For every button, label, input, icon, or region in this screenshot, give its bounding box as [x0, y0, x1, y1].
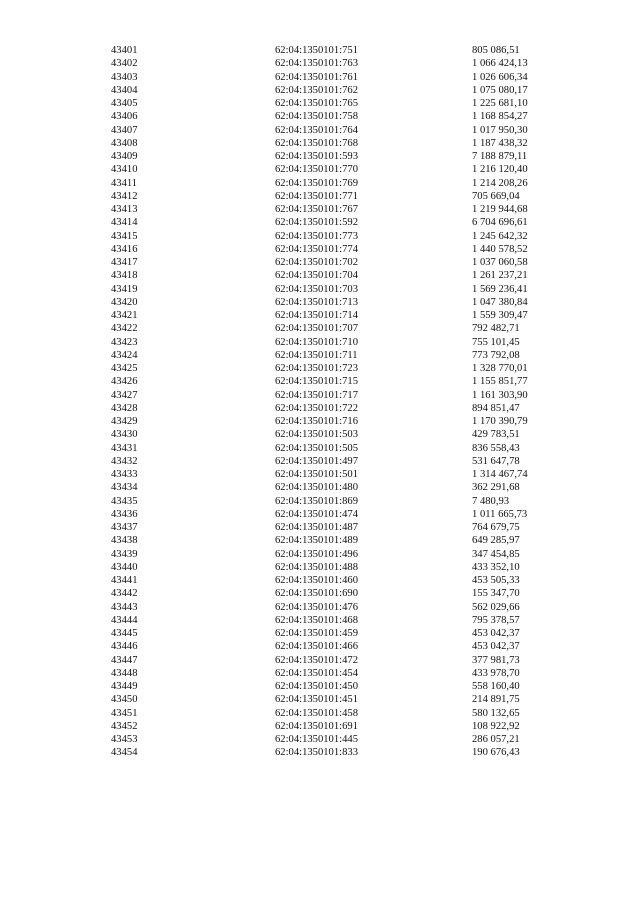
row-number: 43442: [111, 588, 138, 600]
cadastral-value: 1 066 424,13: [472, 58, 528, 70]
cadastral-value: 805 086,51: [472, 45, 520, 56]
row-number: 43421: [111, 310, 138, 321]
cadastral-number: 62:04:1350101:774: [275, 243, 358, 255]
row-number: 43402: [111, 58, 138, 70]
cadastral-value: 795 378,57: [472, 614, 520, 626]
table-row: [0, 71, 640, 84]
table-row: [0, 216, 640, 229]
cadastral-value: 190 676,43: [472, 747, 520, 759]
cadastral-number: 62:04:1350101:454: [275, 667, 358, 679]
table-row: [0, 521, 640, 534]
cadastral-number: 62:04:1350101:714: [275, 310, 358, 321]
cadastral-value: 453 042,37: [472, 641, 520, 653]
cadastral-number: 62:04:1350101:450: [275, 681, 358, 692]
row-number: 43444: [111, 614, 138, 626]
table-row: [0, 44, 640, 57]
table-row: [0, 296, 640, 309]
row-number: 43415: [111, 230, 138, 242]
cadastral-number: 62:04:1350101:474: [275, 508, 358, 520]
row-number: 43437: [111, 522, 138, 533]
cadastral-number: 62:04:1350101:458: [275, 707, 358, 719]
cadastral-number: 62:04:1350101:722: [275, 402, 358, 414]
row-number: 43423: [111, 336, 138, 348]
cadastral-value: 108 922,92: [472, 720, 520, 732]
row-number: 43420: [111, 296, 138, 308]
cadastral-number: 62:04:1350101:711: [275, 349, 358, 361]
cadastral-value: 7 188 879,11: [472, 151, 528, 162]
table-row: [0, 587, 640, 600]
table-row: [0, 495, 640, 508]
cadastral-value: 433 352,10: [472, 561, 520, 573]
table-row: [0, 177, 640, 190]
cadastral-value: 1 011 665,73: [472, 508, 528, 520]
cadastral-value: 1 328 770,01: [472, 363, 528, 374]
cadastral-value: 362 291,68: [472, 482, 520, 494]
cadastral-number: 62:04:1350101:497: [275, 455, 358, 467]
cadastral-value-table: [0, 44, 640, 760]
cadastral-number: 62:04:1350101:710: [275, 336, 358, 348]
table-row: [0, 654, 640, 667]
cadastral-value: 1 214 208,26: [472, 177, 528, 189]
cadastral-number: 62:04:1350101:764: [275, 124, 358, 136]
cadastral-number: 62:04:1350101:496: [275, 548, 358, 560]
cadastral-value: 453 042,37: [472, 628, 520, 639]
cadastral-value: 433 978,70: [472, 667, 520, 679]
row-number: 43417: [111, 257, 138, 268]
row-number: 43454: [111, 747, 138, 759]
cadastral-number: 62:04:1350101:717: [275, 389, 358, 401]
row-number: 43441: [111, 575, 138, 586]
row-number: 43422: [111, 323, 138, 335]
cadastral-value: 764 679,75: [472, 522, 520, 533]
table-row: [0, 746, 640, 759]
row-number: 43449: [111, 681, 138, 692]
table-row: [0, 733, 640, 746]
cadastral-number: 62:04:1350101:487: [275, 522, 358, 533]
cadastral-value: 1 245 642,32: [472, 230, 528, 242]
row-number: 43411: [111, 177, 138, 189]
cadastral-number: 62:04:1350101:770: [275, 164, 358, 176]
table-row: [0, 548, 640, 561]
row-number: 43414: [111, 217, 138, 229]
cadastral-number: 62:04:1350101:691: [275, 720, 358, 732]
row-number: 43406: [111, 111, 138, 123]
table-row: [0, 481, 640, 494]
row-number: 43434: [111, 482, 138, 494]
row-number: 43438: [111, 535, 138, 547]
cadastral-value: 453 505,33: [472, 575, 520, 586]
table-row: [0, 601, 640, 614]
table-row: [0, 97, 640, 110]
cadastral-number: 62:04:1350101:704: [275, 270, 358, 282]
table-row: [0, 150, 640, 163]
table-row: [0, 442, 640, 455]
row-number: 43412: [111, 190, 138, 202]
row-number: 43424: [111, 349, 138, 361]
cadastral-number: 62:04:1350101:767: [275, 204, 358, 215]
row-number: 43409: [111, 151, 138, 162]
cadastral-value: 1 026 606,34: [472, 71, 528, 83]
row-number: 43401: [111, 45, 138, 56]
cadastral-value: 1 216 120,40: [472, 164, 528, 176]
table-row: [0, 230, 640, 243]
table-row: [0, 667, 640, 680]
table-row: [0, 561, 640, 574]
cadastral-value: 1 168 854,27: [472, 111, 528, 123]
cadastral-value: 286 057,21: [472, 734, 520, 745]
row-number: 43431: [111, 442, 138, 454]
row-number: 43413: [111, 204, 138, 215]
row-number: 43429: [111, 416, 138, 427]
cadastral-number: 62:04:1350101:715: [275, 376, 358, 388]
table-row: [0, 534, 640, 547]
table-row: [0, 640, 640, 653]
row-number: 43407: [111, 124, 138, 136]
cadastral-value: 1 187 438,32: [472, 137, 528, 149]
row-number: 43452: [111, 720, 138, 732]
cadastral-value: 562 029,66: [472, 601, 520, 613]
cadastral-number: 62:04:1350101:771: [275, 190, 358, 202]
cadastral-number: 62:04:1350101:758: [275, 111, 358, 123]
row-number: 43405: [111, 98, 138, 109]
table-row: [0, 627, 640, 640]
cadastral-value: 558 160,40: [472, 681, 520, 692]
table-row: [0, 574, 640, 587]
cadastral-value: 705 669,04: [472, 190, 520, 202]
cadastral-value: 1 047 380,84: [472, 296, 528, 308]
cadastral-number: 62:04:1350101:833: [275, 747, 358, 759]
cadastral-number: 62:04:1350101:869: [275, 495, 358, 507]
cadastral-number: 62:04:1350101:445: [275, 734, 358, 745]
row-number: 43433: [111, 469, 138, 480]
table-row: [0, 190, 640, 203]
cadastral-value: 894 851,47: [472, 402, 520, 414]
cadastral-number: 62:04:1350101:466: [275, 641, 358, 653]
row-number: 43447: [111, 654, 138, 666]
cadastral-number: 62:04:1350101:723: [275, 363, 358, 374]
table-row: [0, 256, 640, 269]
cadastral-value: 1 440 578,52: [472, 243, 528, 255]
table-row: [0, 468, 640, 481]
cadastral-value: 6 704 696,61: [472, 217, 528, 229]
table-row: [0, 693, 640, 706]
cadastral-value: 1 225 681,10: [472, 98, 528, 109]
row-number: 43443: [111, 601, 138, 613]
row-number: 43403: [111, 71, 138, 83]
cadastral-number: 62:04:1350101:716: [275, 416, 358, 427]
cadastral-number: 62:04:1350101:761: [275, 71, 358, 83]
row-number: 43416: [111, 243, 138, 255]
table-row: [0, 349, 640, 362]
table-row: [0, 428, 640, 441]
cadastral-value: 836 558,43: [472, 442, 520, 454]
row-number: 43436: [111, 508, 138, 520]
row-number: 43410: [111, 164, 138, 176]
row-number: 43404: [111, 84, 138, 96]
row-number: 43426: [111, 376, 138, 388]
cadastral-value: 580 132,65: [472, 707, 520, 719]
row-number: 43445: [111, 628, 138, 639]
cadastral-value: 1 017 950,30: [472, 124, 528, 136]
cadastral-number: 62:04:1350101:690: [275, 588, 358, 600]
cadastral-value: 1 559 309,47: [472, 310, 528, 321]
cadastral-number: 62:04:1350101:505: [275, 442, 358, 454]
table-row: [0, 614, 640, 627]
cadastral-value: 377 981,73: [472, 654, 520, 666]
cadastral-value: 347 454,85: [472, 548, 520, 560]
table-row: [0, 269, 640, 282]
table-row: [0, 137, 640, 150]
cadastral-value: 531 647,78: [472, 455, 520, 467]
cadastral-value: 1 261 237,21: [472, 270, 528, 282]
cadastral-number: 62:04:1350101:751: [275, 45, 358, 56]
row-number: 43450: [111, 694, 138, 706]
table-row: [0, 110, 640, 123]
row-number: 43440: [111, 561, 138, 573]
table-row: [0, 203, 640, 216]
cadastral-value: 7 480,93: [472, 495, 510, 507]
table-row: [0, 455, 640, 468]
row-number: 43428: [111, 402, 138, 414]
row-number: 43435: [111, 495, 138, 507]
table-row: [0, 680, 640, 693]
cadastral-number: 62:04:1350101:707: [275, 323, 358, 335]
table-row: [0, 84, 640, 97]
cadastral-value: 1 075 080,17: [472, 84, 528, 96]
cadastral-number: 62:04:1350101:472: [275, 654, 358, 666]
table-row: [0, 415, 640, 428]
cadastral-number: 62:04:1350101:713: [275, 296, 358, 308]
cadastral-number: 62:04:1350101:703: [275, 283, 358, 295]
table-row: [0, 707, 640, 720]
cadastral-value: 1 314 467,74: [472, 469, 528, 480]
cadastral-number: 62:04:1350101:501: [275, 469, 358, 480]
table-row: [0, 389, 640, 402]
cadastral-value: 1 219 944,68: [472, 204, 528, 215]
row-number: 43419: [111, 283, 138, 295]
table-row: [0, 243, 640, 256]
table-row: [0, 336, 640, 349]
cadastral-value: 1 569 236,41: [472, 283, 528, 295]
cadastral-number: 62:04:1350101:476: [275, 601, 358, 613]
cadastral-value: 1 155 851,77: [472, 376, 528, 388]
row-number: 43408: [111, 137, 138, 149]
row-number: 43418: [111, 270, 138, 282]
table-row: [0, 322, 640, 335]
cadastral-number: 62:04:1350101:488: [275, 561, 358, 573]
cadastral-value: 155 347,70: [472, 588, 520, 600]
cadastral-number: 62:04:1350101:451: [275, 694, 358, 706]
table-row: [0, 163, 640, 176]
table-row: [0, 508, 640, 521]
cadastral-number: 62:04:1350101:768: [275, 137, 358, 149]
row-number: 43453: [111, 734, 138, 745]
cadastral-number: 62:04:1350101:593: [275, 151, 358, 162]
row-number: 43439: [111, 548, 138, 560]
cadastral-number: 62:04:1350101:468: [275, 614, 358, 626]
row-number: 43427: [111, 389, 138, 401]
cadastral-value: 1 170 390,79: [472, 416, 528, 427]
row-number: 43432: [111, 455, 138, 467]
row-number: 43446: [111, 641, 138, 653]
table-row: [0, 309, 640, 322]
table-row: [0, 124, 640, 137]
cadastral-number: 62:04:1350101:480: [275, 482, 358, 494]
cadastral-number: 62:04:1350101:762: [275, 84, 358, 96]
cadastral-number: 62:04:1350101:763: [275, 58, 358, 70]
cadastral-value: 214 891,75: [472, 694, 520, 706]
row-number: 43451: [111, 707, 138, 719]
row-number: 43448: [111, 667, 138, 679]
table-row: [0, 57, 640, 70]
table-row: [0, 283, 640, 296]
table-row: [0, 402, 640, 415]
cadastral-value: 429 783,51: [472, 429, 520, 441]
table-row: [0, 362, 640, 375]
cadastral-number: 62:04:1350101:489: [275, 535, 358, 547]
cadastral-value: 649 285,97: [472, 535, 520, 547]
cadastral-number: 62:04:1350101:592: [275, 217, 358, 229]
cadastral-value: 773 792,08: [472, 349, 520, 361]
cadastral-number: 62:04:1350101:460: [275, 575, 358, 586]
cadastral-value: 1 037 060,58: [472, 257, 528, 268]
row-number: 43425: [111, 363, 138, 374]
cadastral-value: 755 101,45: [472, 336, 520, 348]
cadastral-number: 62:04:1350101:503: [275, 429, 358, 441]
cadastral-number: 62:04:1350101:769: [275, 177, 358, 189]
cadastral-number: 62:04:1350101:773: [275, 230, 358, 242]
table-row: [0, 720, 640, 733]
cadastral-number: 62:04:1350101:702: [275, 257, 358, 268]
row-number: 43430: [111, 429, 138, 441]
cadastral-value: 1 161 303,90: [472, 389, 528, 401]
cadastral-number: 62:04:1350101:765: [275, 98, 358, 109]
cadastral-value: 792 482,71: [472, 323, 520, 335]
cadastral-number: 62:04:1350101:459: [275, 628, 358, 639]
table-row: [0, 375, 640, 388]
